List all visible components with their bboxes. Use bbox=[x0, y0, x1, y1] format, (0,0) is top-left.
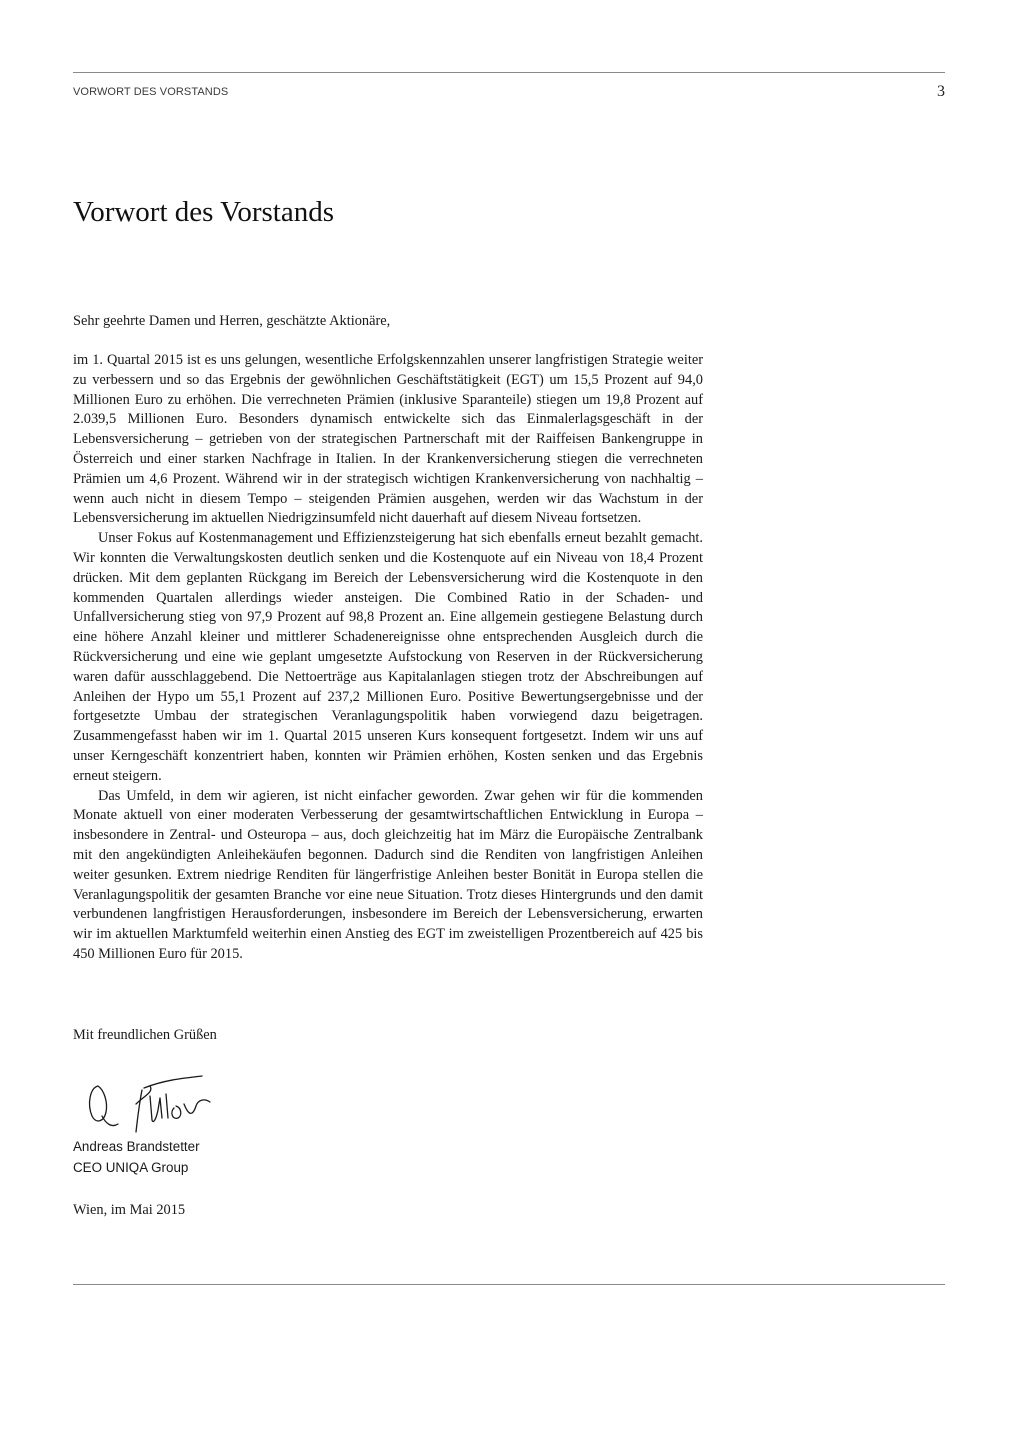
page-title: Vorwort des Vorstands bbox=[73, 196, 335, 228]
footer-rule bbox=[73, 1284, 945, 1285]
letter-body bbox=[73, 351, 703, 965]
body-paragraph: Das Umfeld, in dem wir agieren, ist nicht einfacher geworden. Zwar gehen wir für die kommenden Monate aktuell von einer moderaten Verbesserung der gesamtwirtschaftlichen Entwicklung in Europa – insbesondere in Zentral- und Osteuropa – aus, doch gleichzeitig hat im März die Europäische Zentralbank mit den angekündigten Anleihekäufen begonnen. Dadurch sind die Renditen von langfristigen Anleihen weiter gesunken. Extrem niedrige Renditen für längerfristige Anleihen bester Bonität in Europa stellen die Veranlagungspolitik der gesamten Branche vor eine neue Situation. Trotz dieses Hintergrunds und den damit verbundenen langfristigen Herausforderungen, insbesondere im Bereich der Lebensversicherung, erwarten wir im aktuellen Marktumfeld weiterhin einen Anstieg des EGT im zweistelligen Prozentbereich auf 425 bis 450 Millionen Euro für 2015. bbox=[73, 787, 703, 962]
header-rule bbox=[73, 72, 945, 73]
handwritten-signature bbox=[84, 1074, 224, 1136]
place-date: Wien, im Mai 2015 bbox=[73, 1202, 186, 1218]
body-paragraph: im 1. Quartal 2015 ist es uns gelungen, wesentliche Erfolgskennzahlen unserer langfristigen Strategie weiter zu verbessern und so das Ergebnis der gewöhnlichen Geschäftstätigkeit (EGT) um 15,5 Prozent auf 94,0 Millionen Euro zu erhöhen. Die verrechneten Prämien (inklusive Sparanteile) stiegen um 19,8 Prozent auf 2.039,5 Millionen Euro. Besonders dynamisch entwickelte sich das Einmalerlagsgeschäft in der Lebensversicherung – getrieben von der strategischen Partnerschaft mit der Raiffeisen Bankengruppe in Österreich und einer starken Nachfrage in Italien. In der Krankenversicherung stiegen die verrechneten Prämien um 4,6 Prozent. Während wir in der strategisch wichtigen Krankenversicherung von nachhaltig – wenn auch nicht in diesem Tempo – steigenden Prämien ausgehen, werden wir das Wachstum in der Lebensversicherung im aktuellen Niedrigzinsumfeld nicht dauerhaft auf diesem Niveau fortsetzen. bbox=[73, 352, 703, 527]
running-head: VORWORT DES VORSTANDS bbox=[73, 86, 229, 98]
body-paragraph: Unser Fokus auf Kostenmanagement und Effizienzsteigerung hat sich ebenfalls erneut bezahlt gemacht. Wir konnten die Verwaltungskosten deutlich senken und die Kostenquote auf ein Niveau von 18,4 Prozent drücken. Mit dem geplanten Rückgang im Bereich der Lebensversicherung wird die Kostenquote in den kommenden Quartalen allerdings wieder ansteigen. Die Combined Ratio in der Schaden- und Unfallversicherung stieg von 97,9 Prozent auf 98,8 Prozent an. Eine allgemein gestiegene Belastung durch eine höhere Anzahl kleiner und mittlerer Schadenereignisse ohne entsprechenden Ausgleich durch die Rückversicherung und eine wie geplant umgesetzte Aufstockung von Reserven in der Rückversicherung waren dafür ausschlaggebend. Die Nettoerträge aus Kapitalanlagen stiegen trotz der Abschreibungen auf Anleihen der Hypo um 55,1 Prozent auf 237,2 Millionen Euro. Positive Bewertungsergebnisse und der fortgesetzte Umbau der strategischen Veranlagungspolitik haben vorwiegend dazu beigetragen. Zusammengefasst haben wir im 1. Quartal 2015 unseren Kurs konsequent fortgesetzt. Indem wir uns auf unser Kerngeschäft konzentriert haben, konnten wir Prämien erhöhen, Kosten senken und das Ergebnis erneut steigern. bbox=[73, 530, 703, 784]
signer-role: CEO UNIQA Group bbox=[73, 1160, 189, 1175]
signer-name: Andreas Brandstetter bbox=[73, 1139, 200, 1154]
page-number: 3 bbox=[937, 83, 945, 100]
closing-line: Mit freundlichen Grüßen bbox=[73, 1027, 217, 1043]
salutation: Sehr geehrte Damen und Herren, geschätzte Aktionäre, bbox=[73, 313, 391, 329]
